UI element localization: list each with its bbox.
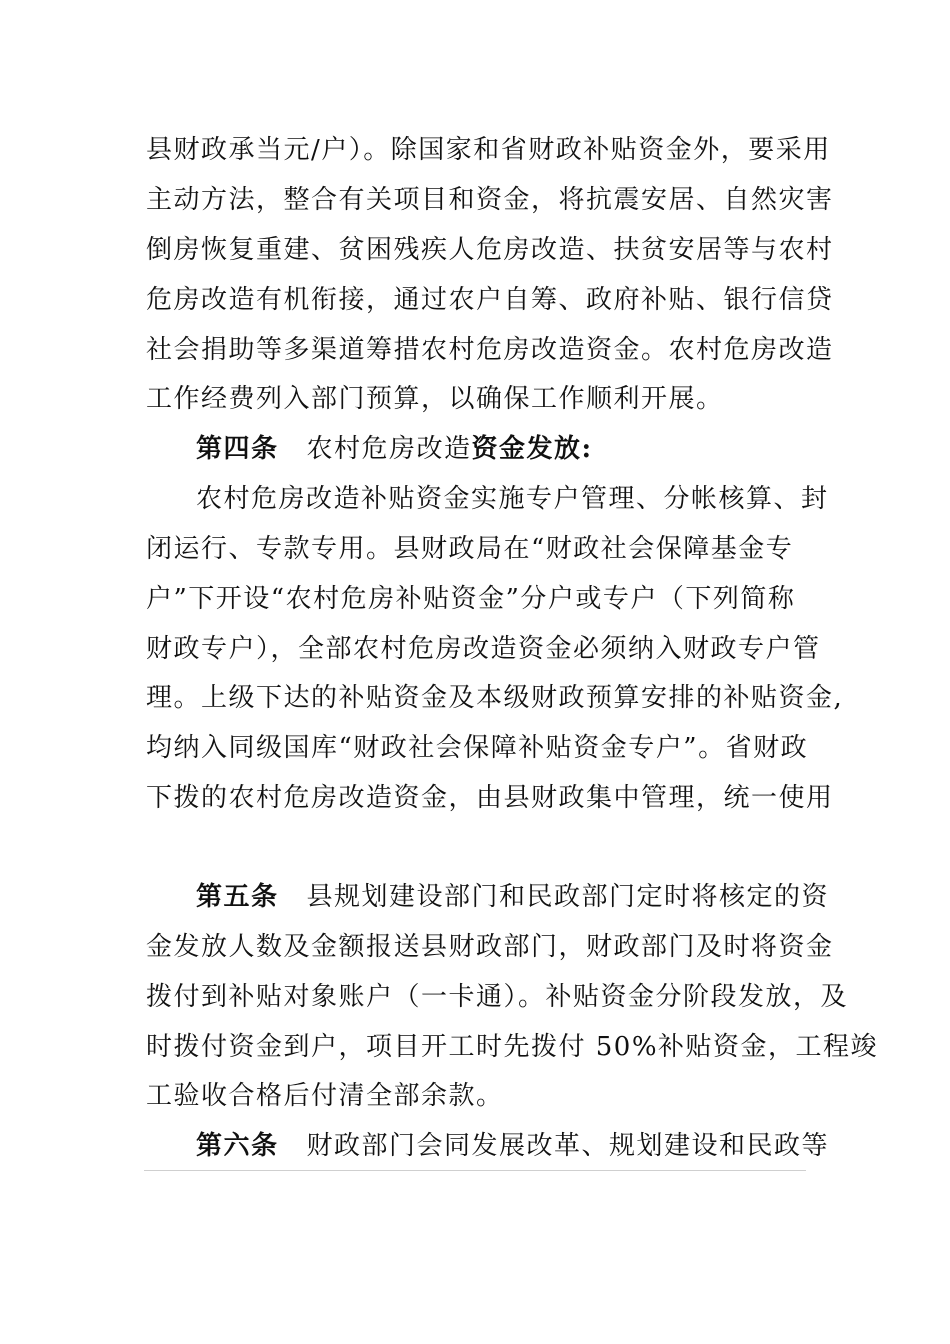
body-line: 农村危房改造补贴资金实施专户管理、分帐核算、封	[196, 484, 829, 514]
body-line: 理。上级下达的补贴资金及本级财政预算安排的补贴资金,	[146, 683, 844, 713]
article-5-label: 第五条	[196, 882, 279, 912]
article-4-heading	[196, 431, 826, 467]
page-bottom-rule	[144, 1170, 806, 1171]
body-line: 时拨付资金到户，项目开工时先拨付 50%补贴资金，工程竣	[146, 1032, 879, 1062]
article-4-label: 第四条	[196, 434, 279, 464]
body-line: 拨付到补贴对象账户（一卡通）。补贴资金分阶段发放，及	[146, 982, 849, 1012]
body-line: 倒房恢复重建、贫困残疾人危房改造、扶贫安居等与农村	[146, 235, 834, 265]
article-6-heading	[196, 1128, 830, 1164]
article-6-text: 财政部门会同发展改革、规划建设和民政等	[306, 1131, 830, 1161]
body-line: 工验收合格后付清全部余款。	[146, 1081, 504, 1111]
article-6-label: 第六条	[196, 1131, 279, 1161]
body-line: 均纳入同级国库“财政社会保障补贴资金专户”。省财政	[146, 733, 809, 763]
body-line: 金发放人数及金额报送县财政部门，财政部门及时将资金	[146, 932, 834, 962]
article-4-title: 农村危房改造	[306, 434, 472, 464]
body-line: 闭运行、专款专用。县财政局在“财政社会保障基金专	[146, 534, 794, 564]
article-5-heading	[196, 879, 830, 915]
body-line: 主动方法，整合有关项目和资金，将抗震安居、自然灾害	[146, 185, 834, 215]
body-line: 户”下开设“农村危房补贴资金”分户或专户（下列简称	[146, 584, 796, 614]
body-line: 财政专户），全部农村危房改造资金必须纳入财政专户管	[146, 634, 821, 664]
body-line: 危房改造有机衔接，通过农户自筹、政府补贴、银行信贷	[146, 285, 834, 315]
body-line: 工作经费列入部门预算，以确保工作顺利开展。	[146, 384, 724, 414]
body-line: 下拨的农村危房改造资金，由县财政集中管理，统一使用	[146, 783, 834, 813]
body-line: 社会捐助等多渠道筹措农村危房改造资金。农村危房改造	[146, 335, 834, 365]
article-4-title-bold: 资金发放:	[471, 434, 593, 464]
body-line: 县财政承当元/户）。除国家和省财政补贴资金外，要采用	[146, 135, 831, 165]
article-5-text: 县规划建设部门和民政部门定时将核定的资	[306, 882, 830, 912]
